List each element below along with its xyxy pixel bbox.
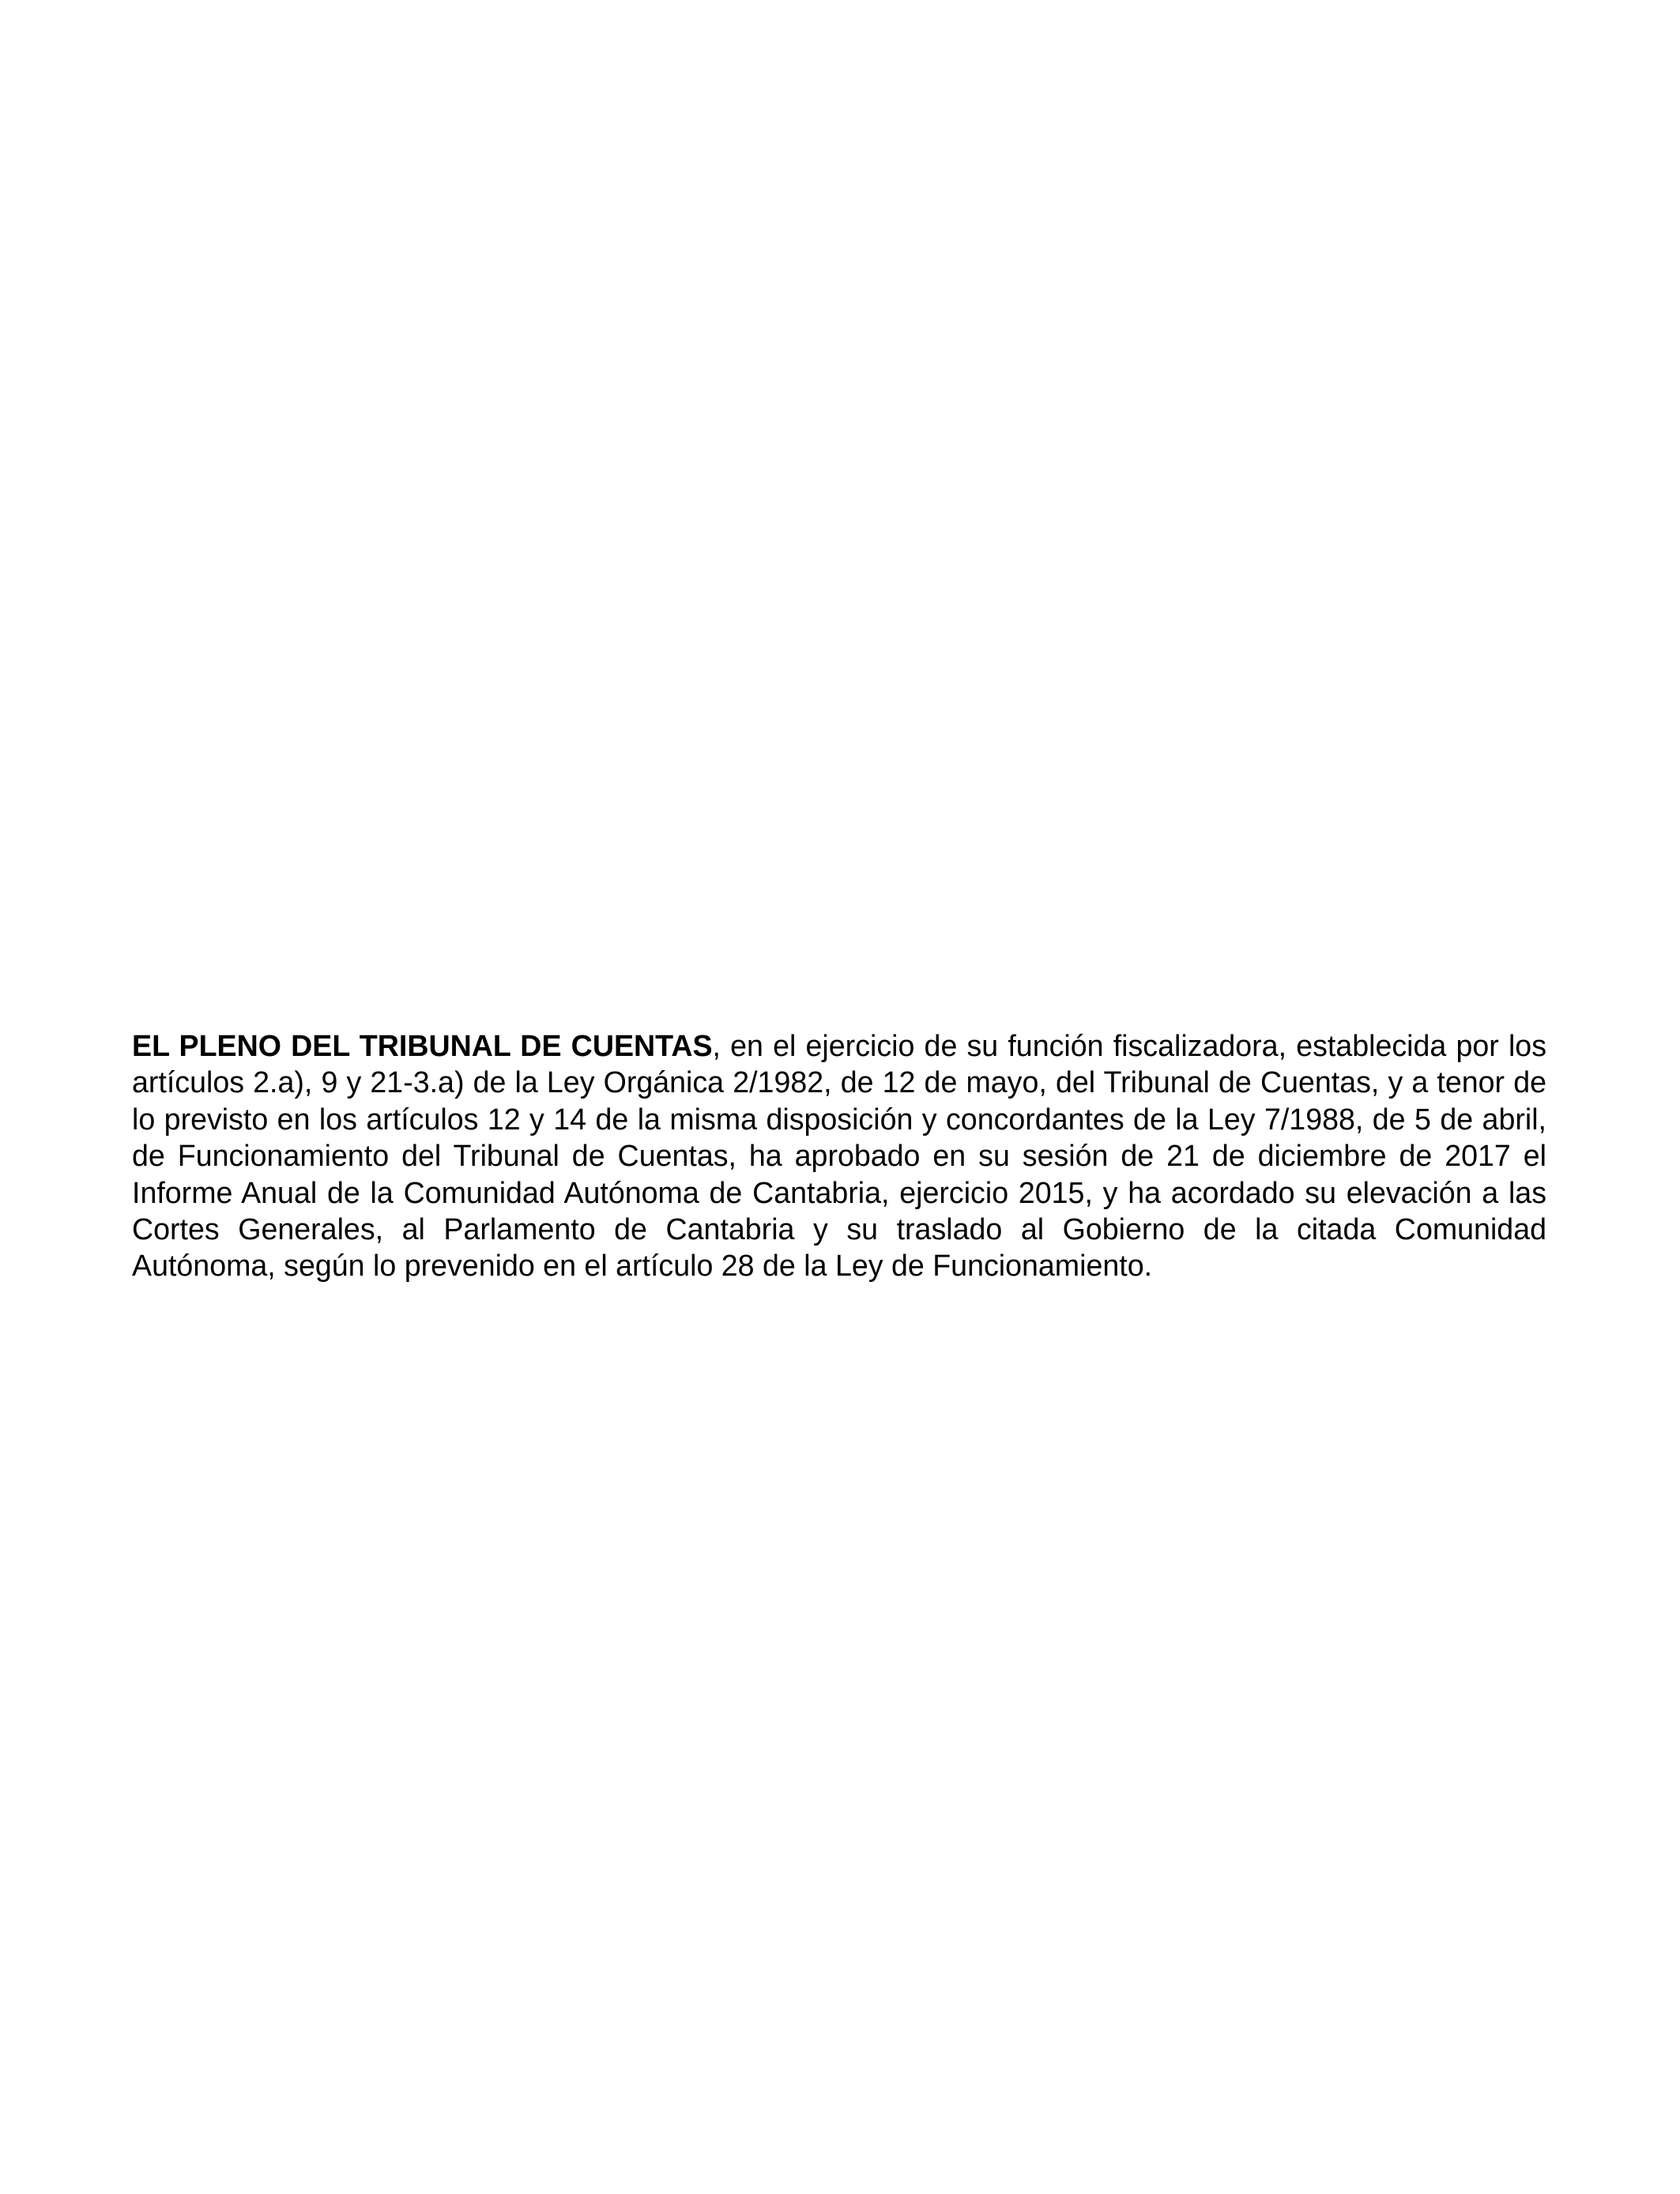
paragraph-lead: EL PLENO DEL TRIBUNAL DE CUENTAS (132, 1029, 713, 1062)
resolution-paragraph (132, 1027, 1546, 1284)
paragraph-body: , en el ejercicio de su función fiscalizadora, establecida por los artículos 2.a), 9 y 21-3.a) de la Ley Orgánica 2/1982, de 12 de mayo, del Tribunal de Cuentas, y a tenor de lo previsto en los artículos 12 y 14 de la misma disposición y concordantes de la Ley 7/1988, de 5 de abril, de Funcionamiento del Tribunal de Cuentas, ha aprobado en su sesión de 21 de diciembre de 2017 el Informe Anual de la Comunidad Autónoma de Cantabria, ejercicio 2015, y ha acordado su elevación a las Cortes Generales, al Parlamento de Cantabria y su traslado al Gobierno de la citada Comunidad Autónoma, según lo prevenido en el artículo 28 de la Ley de Funcionamiento. (132, 1029, 1546, 1283)
